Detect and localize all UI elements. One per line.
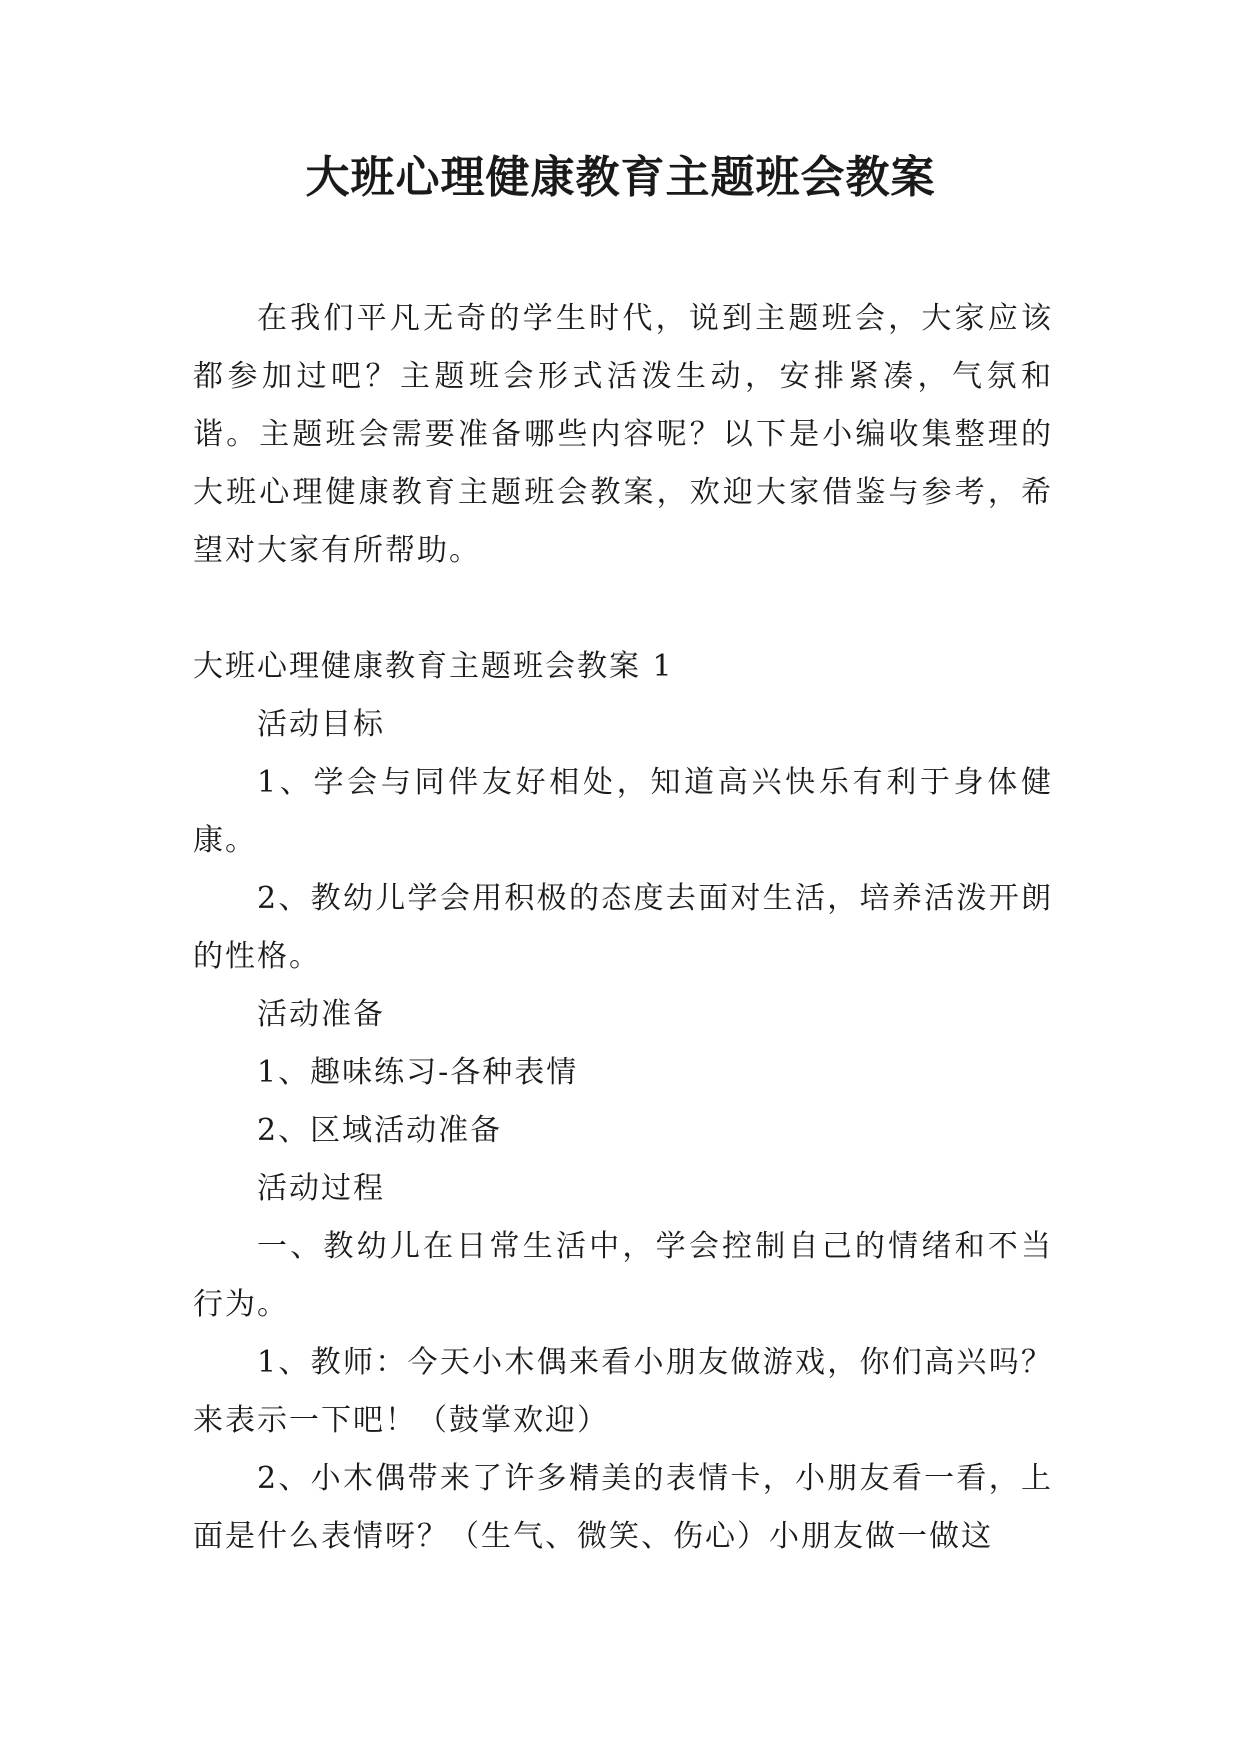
heading-activity-goals: 活动目标 bbox=[257, 707, 385, 742]
heading-activity-process: 活动过程 bbox=[257, 1171, 385, 1206]
goal-1: 1、学会与同伴友好相处，知道高兴快乐有利于身体健康。 bbox=[193, 765, 1053, 858]
document-title: 大班心理健康教育主题班会教案 bbox=[305, 152, 936, 203]
process-step-1: 一、教幼儿在日常生活中，学会控制自己的情绪和不当行为。 bbox=[193, 1229, 1053, 1322]
document-body bbox=[193, 290, 1053, 1566]
goal-2: 2、教幼儿学会用积极的态度去面对生活，培养活泼开朗的性格。 bbox=[193, 881, 1053, 974]
heading-activity-preparation: 活动准备 bbox=[257, 997, 385, 1032]
preparation-2: 2、区域活动准备 bbox=[257, 1113, 503, 1148]
intro-paragraph: 在我们平凡无奇的学生时代，说到主题班会，大家应该都参加过吧？主题班会形式活泼生动，安排紧凑，气氛和谐。主题班会需要准备哪些内容呢？以下是小编收集整理的大班心理健康教育主题班会教案，欢迎大家借鉴与参考，希望对大家有所帮助。 bbox=[193, 301, 1053, 568]
process-substep-1: 1、教师：今天小木偶来看小朋友做游戏，你们高兴吗？来表示一下吧！（鼓掌欢迎） bbox=[193, 1345, 1053, 1438]
section-title: 大班心理健康教育主题班会教案 1 bbox=[193, 649, 674, 684]
preparation-1: 1、趣味练习-各种表情 bbox=[257, 1055, 579, 1090]
process-substep-2: 2、小木偶带来了许多精美的表情卡，小朋友看一看，上面是什么表情呀？（生气、微笑、伤心）小朋友做一做这 bbox=[193, 1461, 1053, 1554]
